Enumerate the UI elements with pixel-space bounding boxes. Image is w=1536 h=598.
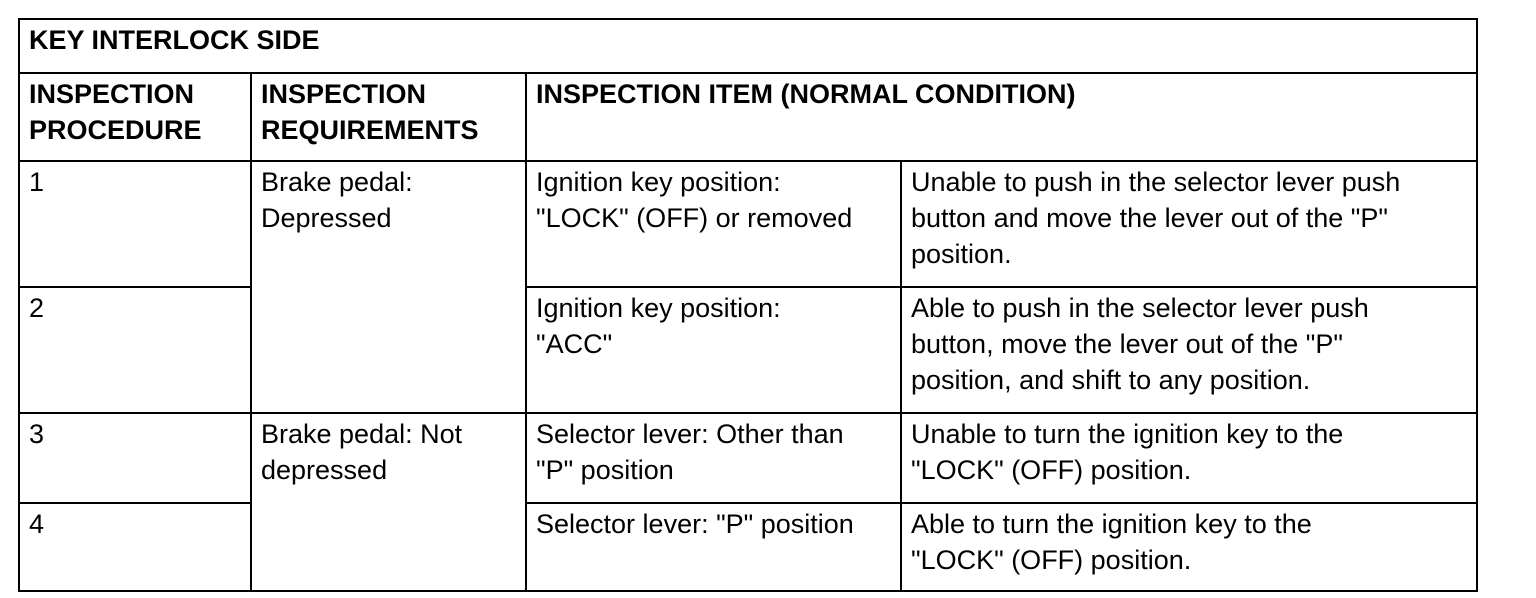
table-title-row — [19, 19, 1477, 73]
table-title: KEY INTERLOCK SIDE — [19, 19, 1477, 73]
normal-result: Unable to push in the selector lever push button and move the lever out of the "P" position. — [901, 161, 1477, 287]
inspection-requirement: Brake pedal: Depressed — [251, 161, 526, 413]
header-inspection-item: INSPECTION ITEM (NORMAL CONDITION) — [526, 73, 1477, 161]
inspection-requirement: Brake pedal: Not depressed — [251, 413, 526, 591]
table-row — [19, 287, 1477, 413]
inspection-condition: Selector lever: "P" position — [526, 503, 901, 591]
procedure-number: 3 — [19, 413, 251, 503]
table-row — [19, 413, 1477, 503]
procedure-number: 1 — [19, 161, 251, 287]
normal-result: Unable to turn the ignition key to the "LOCK" (OFF) position. — [901, 413, 1477, 503]
inspection-condition: Selector lever: Other than "P" position — [526, 413, 901, 503]
procedure-number: 4 — [19, 503, 251, 591]
normal-result: Able to turn the ignition key to the "LOCK" (OFF) position. — [901, 503, 1477, 591]
normal-result: Able to push in the selector lever push button, move the lever out of the "P" position, and shift to any position. — [901, 287, 1477, 413]
header-inspection-requirements: INSPECTION REQUIREMENTS — [251, 73, 526, 161]
inspection-condition: Ignition key position: "ACC" — [526, 287, 901, 413]
table-header-row — [19, 73, 1477, 161]
header-inspection-procedure: INSPECTION PROCEDURE — [19, 73, 251, 161]
table-row — [19, 503, 1477, 591]
table-row — [19, 161, 1477, 287]
procedure-number: 2 — [19, 287, 251, 413]
key-interlock-inspection-table — [18, 18, 1478, 592]
inspection-condition: Ignition key position: "LOCK" (OFF) or removed — [526, 161, 901, 287]
